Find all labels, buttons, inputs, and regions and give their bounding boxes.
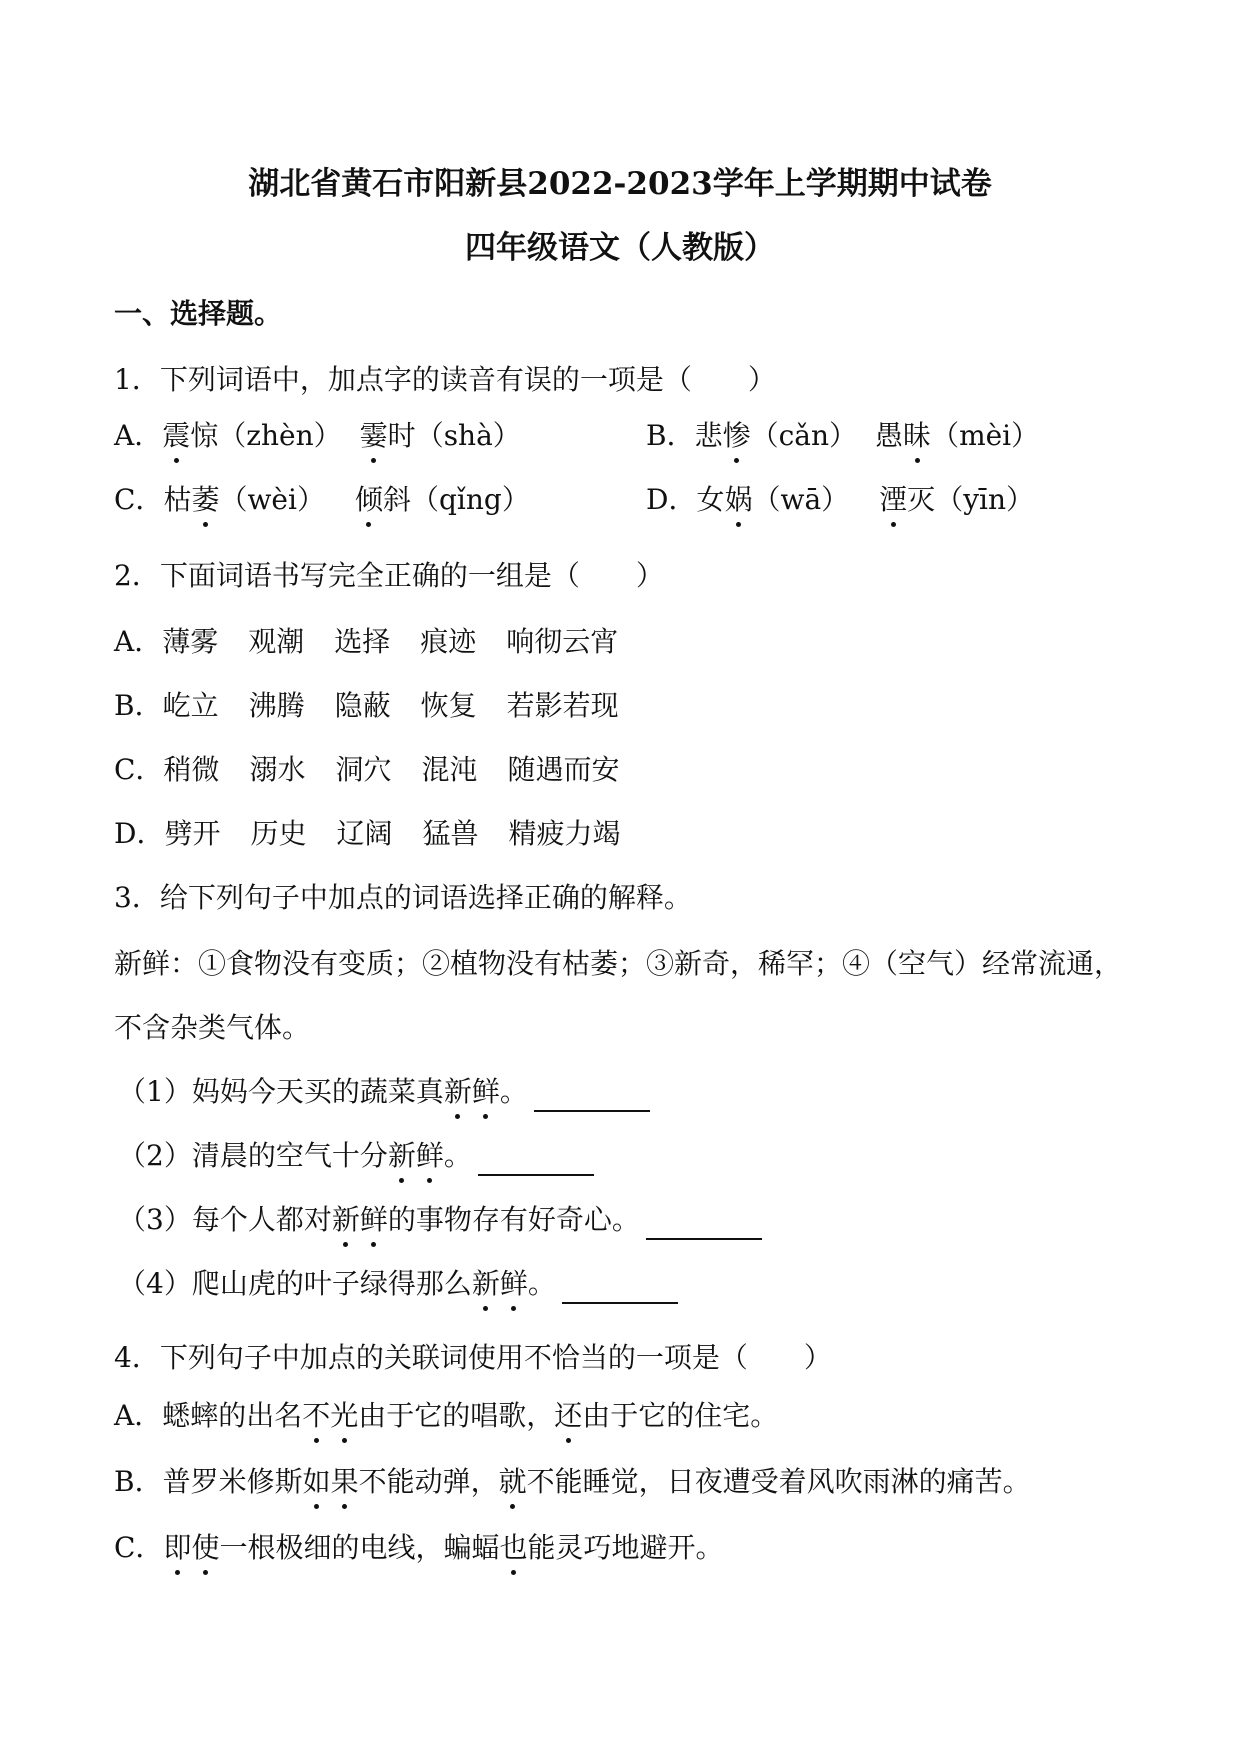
word: 劈开 xyxy=(164,817,221,850)
dotted-char: 不 xyxy=(302,1396,330,1436)
word-char: 悲 xyxy=(694,419,723,452)
dotted-char: 鲜 xyxy=(500,1264,528,1304)
word-char: 惊 xyxy=(190,419,219,452)
dotted-char: 即 xyxy=(163,1528,191,1568)
word: 历史 xyxy=(250,817,307,850)
sentence-text: （1）妈妈今天买的蔬菜真 xyxy=(118,1075,444,1108)
dotted-char: 新 xyxy=(388,1136,416,1176)
q3-definition-line2: 不含杂类气体。 xyxy=(114,1011,311,1044)
page-subtitle: 四年级语文（人教版） xyxy=(465,230,775,266)
dotted-char: 也 xyxy=(499,1528,527,1568)
q4-option-c[interactable] xyxy=(114,1528,724,1568)
word: 稍微 xyxy=(163,753,220,786)
option-label: B． xyxy=(114,689,163,722)
option-label: A． xyxy=(114,419,163,452)
word: 混沌 xyxy=(421,753,478,786)
word-char: 斜 xyxy=(382,483,411,516)
sentence-text: （3）每个人都对 xyxy=(118,1203,332,1236)
sentence-text: （4）爬山虎的叶子绿得那么 xyxy=(118,1267,472,1300)
word: 沸腾 xyxy=(248,689,305,722)
sentence-text: A．蟋蟀的出名 xyxy=(114,1399,303,1432)
sentence-text: 一根极细的电线，蝙蝠 xyxy=(219,1531,500,1564)
word-char: 时 xyxy=(387,419,416,452)
dotted-char: 果 xyxy=(331,1462,359,1502)
word-char: 女 xyxy=(696,483,725,516)
q2-option-d[interactable] xyxy=(114,814,621,854)
q1-option-d[interactable] xyxy=(646,480,1034,520)
dotted-char: 倾 xyxy=(355,480,383,520)
dotted-char: 就 xyxy=(499,1462,527,1502)
word: 精疲力竭 xyxy=(508,817,621,850)
dotted-char: 如 xyxy=(303,1462,331,1502)
pinyin: （wèi） xyxy=(219,483,325,516)
dotted-char: 还 xyxy=(554,1396,582,1436)
dotted-char: 鲜 xyxy=(416,1136,444,1176)
word: 薄雾 xyxy=(162,625,219,658)
word-char: 枯 xyxy=(163,483,192,516)
dotted-char: 昧 xyxy=(903,416,931,456)
answer-blank[interactable] xyxy=(646,1208,762,1240)
sentence-text: B．普罗米修斯 xyxy=(114,1465,303,1498)
answer-blank[interactable] xyxy=(562,1272,678,1304)
q2-option-a[interactable] xyxy=(114,622,618,662)
option-label: C． xyxy=(114,753,164,786)
q4-option-b[interactable] xyxy=(114,1462,1031,1502)
q4-stem: 4．下列句子中加点的关联词使用不恰当的一项是（ ） xyxy=(114,1341,832,1374)
word: 选择 xyxy=(334,625,391,658)
dotted-char: 使 xyxy=(191,1528,219,1568)
word: 辽阔 xyxy=(336,817,393,850)
sentence-text: 。 xyxy=(443,1139,472,1172)
pinyin: （cǎn） xyxy=(750,419,858,452)
pinyin: （wā） xyxy=(752,483,850,516)
q2-option-c[interactable] xyxy=(114,750,620,790)
word: 痕迹 xyxy=(420,625,477,658)
option-label: C． xyxy=(114,483,164,516)
pinyin: （yīn） xyxy=(935,483,1034,516)
pinyin: （qǐng） xyxy=(411,483,530,516)
sentence-text: C． xyxy=(114,1531,164,1564)
q1-option-b[interactable] xyxy=(646,416,1039,456)
q3-item-4 xyxy=(118,1264,678,1304)
dotted-char: 娲 xyxy=(724,480,752,520)
sentence-text: 不能睡觉，日夜遭受着风吹雨淋的痛苦。 xyxy=(526,1465,1031,1498)
pinyin: （zhèn） xyxy=(218,419,342,452)
pinyin: （shà） xyxy=(415,419,521,452)
sentence-text: 不能动弹， xyxy=(358,1465,499,1498)
dotted-char: 新 xyxy=(332,1200,360,1240)
q2-stem: 2．下面词语书写完全正确的一组是（ ） xyxy=(114,559,664,592)
dotted-char: 惨 xyxy=(723,416,751,456)
word: 隐蔽 xyxy=(334,689,391,722)
dotted-char: 鲜 xyxy=(360,1200,388,1240)
q1-stem: 1．下列词语中，加点字的读音有误的一项是（ ） xyxy=(114,363,776,396)
option-label: D． xyxy=(114,817,165,850)
word: 观潮 xyxy=(248,625,305,658)
q4-option-a[interactable] xyxy=(114,1396,778,1436)
word: 溺水 xyxy=(249,753,306,786)
word: 猛兽 xyxy=(422,817,479,850)
pinyin: （mèi） xyxy=(931,419,1040,452)
sentence-text: 的事物存有好奇心。 xyxy=(387,1203,640,1236)
page-title: 湖北省黄石市阳新县2022-2023学年上学期期中试卷 xyxy=(248,166,992,202)
word: 屹立 xyxy=(162,689,219,722)
answer-blank[interactable] xyxy=(534,1080,650,1112)
q3-item-3 xyxy=(118,1200,762,1240)
dotted-char: 湮 xyxy=(879,480,907,520)
option-label: D． xyxy=(646,483,697,516)
q1-option-a[interactable] xyxy=(114,416,521,456)
sentence-text: 由于它的唱歌， xyxy=(358,1399,555,1432)
word-char: 灭 xyxy=(907,483,936,516)
dotted-char: 新 xyxy=(444,1072,472,1112)
dotted-char: 震 xyxy=(162,416,190,456)
dotted-char: 萎 xyxy=(191,480,219,520)
dotted-char: 光 xyxy=(330,1396,358,1436)
q3-definition-line1: 新鲜：①食物没有变质；②植物没有枯萎；③新奇，稀罕；④（空气）经常流通， xyxy=(114,947,1123,980)
answer-blank[interactable] xyxy=(478,1144,594,1176)
word-char: 愚 xyxy=(875,419,904,452)
sentence-text: 由于它的住宅。 xyxy=(582,1399,779,1432)
option-label: B． xyxy=(646,419,695,452)
word: 随遇而安 xyxy=(507,753,620,786)
sentence-text: 。 xyxy=(499,1075,528,1108)
q3-item-1 xyxy=(118,1072,650,1112)
dotted-char: 新 xyxy=(472,1264,500,1304)
option-label: A． xyxy=(114,625,163,658)
q3-item-2 xyxy=(118,1136,594,1176)
sentence-text: 能灵巧地避开。 xyxy=(527,1531,724,1564)
q1-option-c[interactable] xyxy=(114,480,530,520)
dotted-char: 霎 xyxy=(360,416,388,456)
dotted-char: 鲜 xyxy=(472,1072,500,1112)
word: 恢复 xyxy=(420,689,477,722)
word: 响彻云宵 xyxy=(506,625,619,658)
q3-stem: 3．给下列句子中加点的词语选择正确的解释。 xyxy=(114,881,692,914)
word: 若影若现 xyxy=(506,689,619,722)
sentence-text: 。 xyxy=(527,1267,556,1300)
section-heading: 一、选择题。 xyxy=(114,297,283,330)
word: 洞穴 xyxy=(335,753,392,786)
q2-option-b[interactable] xyxy=(114,686,619,726)
sentence-text: （2）清晨的空气十分 xyxy=(118,1139,388,1172)
